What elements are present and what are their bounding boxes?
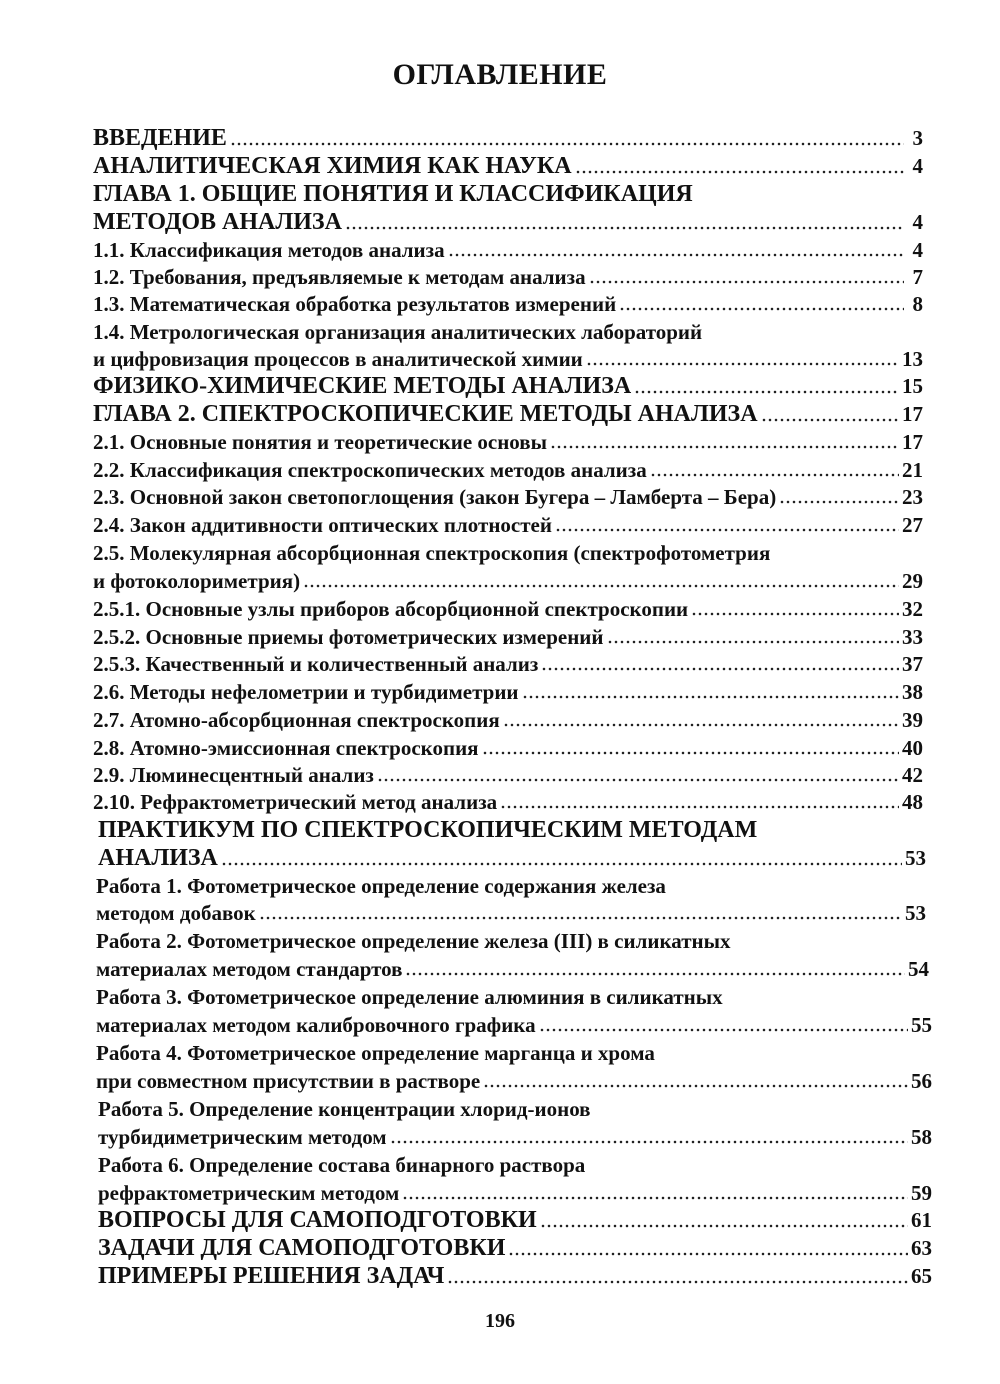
leader-dots — [447, 1280, 908, 1284]
toc-entry-page: 27 — [902, 513, 923, 537]
leader-dots — [589, 280, 904, 284]
leader-dots — [259, 916, 902, 920]
leader-dots — [619, 307, 904, 311]
toc-entry[interactable] — [93, 291, 923, 317]
toc-entry-first-line: Работа 3. Фотометрическое определение алюминия в силикатных — [96, 985, 723, 1009]
toc-entry-title: ФИЗИКО-ХИМИЧЕСКИЕ МЕТОДЫ АНАЛИЗА — [93, 373, 632, 399]
toc-entry-title: методом добавок — [96, 901, 256, 925]
toc-entry-title: 2.6. Методы нефелометрии и турбидиметрии — [93, 680, 519, 704]
toc-entry-title: ЗАДАЧИ ДЛЯ САМОПОДГОТОВКИ — [98, 1235, 506, 1261]
toc-entry-page: 29 — [902, 569, 923, 593]
toc-entry[interactable] — [98, 1180, 932, 1206]
toc-entry-title: 2.5.1. Основные узлы приборов абсорбционной спектроскопии — [93, 597, 689, 621]
toc-entry-title: 2.5.3. Качественный и количественный анализ — [93, 652, 539, 676]
leader-dots — [230, 142, 904, 146]
toc-entry-page: 39 — [902, 708, 923, 732]
toc-entry-title: при совместном присутствии в растворе — [96, 1069, 481, 1093]
toc-entry-title: 2.5.2. Основные приемы фотометрических измерений — [93, 625, 604, 649]
toc-entry[interactable] — [96, 956, 929, 982]
toc-entry-first-line: 2.5. Молекулярная абсорбционная спектроскопия (спектрофотометрия — [93, 541, 771, 565]
toc-entry-page: 38 — [902, 680, 923, 704]
leader-dots — [607, 640, 899, 644]
toc-entry-page: 4 — [912, 154, 923, 178]
toc-entry-page: 56 — [911, 1069, 932, 1093]
toc-entry[interactable] — [93, 707, 923, 733]
toc-entry-page: 8 — [912, 292, 923, 316]
leader-dots — [550, 445, 899, 449]
toc-entry-first-line: Работа 2. Фотометрическое определение железа (III) в силикатных — [96, 929, 731, 953]
leader-dots — [221, 862, 902, 866]
toc-entry[interactable] — [93, 346, 923, 372]
toc-entry-page: 55 — [911, 1013, 932, 1037]
toc-entry[interactable] — [93, 124, 923, 152]
toc-entry[interactable] — [93, 679, 923, 705]
toc-entry-first-line: Работа 5. Определение концентрации хлорид-ионов — [98, 1097, 591, 1121]
leader-dots — [522, 695, 899, 699]
toc-entry-title: 2.9. Люминесцентный анализ — [93, 763, 374, 787]
toc-entry-page: 37 — [902, 652, 923, 676]
toc-entry-page: 59 — [911, 1181, 932, 1205]
toc-entry[interactable] — [93, 789, 923, 815]
toc-entry-title: 2.8. Атомно-эмиссионная спектроскопия — [93, 736, 479, 760]
page-number: 196 — [485, 1310, 515, 1332]
toc-entry-title: 2.3. Основной закон светопоглощения (закон Бугера – Ламберта – Бера) — [93, 485, 777, 509]
leader-dots — [402, 1196, 908, 1200]
toc-entry-title: 2.4. Закон аддитивности оптических плотностей — [93, 513, 552, 537]
toc-entry-page: 48 — [902, 790, 923, 814]
toc-entry-first-line: 1.4. Метрологическая организация аналитических лабораторий — [93, 320, 703, 344]
toc-entry[interactable] — [93, 735, 923, 761]
toc-entry[interactable] — [96, 1068, 932, 1094]
leader-dots — [500, 805, 899, 809]
toc-entry-page: 58 — [911, 1125, 932, 1149]
toc-entry[interactable] — [98, 1124, 932, 1150]
leader-dots — [303, 584, 899, 588]
toc-entry[interactable] — [93, 568, 923, 594]
toc-entry[interactable] — [98, 1206, 932, 1234]
toc-entry-page: 33 — [902, 625, 923, 649]
toc-entry-first-line: ПРАКТИКУМ ПО СПЕКТРОСКОПИЧЕСКИМ МЕТОДАМ — [98, 817, 758, 843]
leader-dots — [541, 667, 899, 671]
toc-entry[interactable] — [93, 152, 923, 180]
toc-entry[interactable] — [93, 762, 923, 788]
toc-entry[interactable] — [93, 208, 923, 236]
toc-entry-title: 1.1. Классификация методов анализа — [93, 238, 445, 262]
toc-entry[interactable] — [96, 1012, 932, 1038]
toc-entry-title: МЕТОДОВ АНАЛИЗА — [93, 209, 342, 235]
toc-entry-page: 53 — [905, 846, 926, 870]
toc-entry[interactable] — [93, 624, 923, 650]
leader-dots — [555, 528, 899, 532]
toc-entry-page: 53 — [905, 901, 926, 925]
toc-entry-first-line: ГЛАВА 1. ОБЩИЕ ПОНЯТИЯ И КЛАССИФИКАЦИЯ — [93, 181, 693, 207]
toc-entry-title: и цифровизация процессов в аналитической химии — [93, 347, 583, 371]
leader-dots — [503, 723, 899, 727]
toc-entry-page: 7 — [912, 265, 923, 289]
leader-dots — [377, 778, 899, 782]
toc-entry-first-line: Работа 1. Фотометрическое определение содержания железа — [96, 874, 666, 898]
toc-entry[interactable] — [93, 237, 923, 263]
leader-dots — [405, 972, 905, 976]
toc-entry-title: ВОПРОСЫ ДЛЯ САМОПОДГОТОВКИ — [98, 1207, 537, 1233]
toc-entry-title: материалах методом калибровочного графика — [96, 1013, 536, 1037]
toc-entry-title: 2.10. Рефрактометрический метод анализа — [93, 790, 498, 814]
toc-entry[interactable] — [93, 512, 923, 538]
leader-dots — [482, 751, 899, 755]
toc-entry-first-line: Работа 4. Фотометрическое определение марганца и хрома — [96, 1041, 655, 1065]
toc-entry-page: 15 — [902, 374, 923, 398]
toc-entry-title: 2.7. Атомно-абсорбционная спектроскопия — [93, 708, 500, 732]
toc-entry-page: 21 — [902, 458, 923, 482]
toc-entry-title: рефрактометрическим методом — [98, 1181, 400, 1205]
toc-entry[interactable] — [93, 264, 923, 290]
page-title: ОГЛАВЛЕНИЕ — [392, 58, 608, 91]
toc-entry-page: 65 — [911, 1264, 932, 1288]
toc-entry-page: 32 — [902, 597, 923, 621]
leader-dots — [390, 1140, 908, 1144]
toc-entry[interactable] — [93, 457, 923, 483]
leader-dots — [691, 612, 899, 616]
leader-dots — [586, 362, 899, 366]
toc-entry-page: 23 — [902, 485, 923, 509]
toc-entry[interactable] — [93, 429, 923, 455]
toc-entry-title: 2.2. Классификация спектроскопических методов анализа — [93, 458, 647, 482]
leader-dots — [634, 390, 899, 394]
leader-dots — [508, 1252, 908, 1256]
toc-entry[interactable] — [93, 372, 923, 400]
toc-entry-page: 3 — [912, 126, 923, 150]
leader-dots — [448, 253, 904, 257]
toc-entry-title: АНАЛИЗА — [98, 845, 218, 871]
toc-entry-page: 63 — [911, 1236, 932, 1260]
leader-dots — [575, 170, 904, 174]
leader-dots — [650, 473, 899, 477]
toc-entry-title: и фотоколориметрия) — [93, 569, 301, 593]
toc-entry-title: материалах методом стандартов — [96, 957, 403, 981]
toc-entry-title: 1.3. Математическая обработка результатов измерений — [93, 292, 617, 316]
toc-entry[interactable] — [96, 900, 926, 926]
toc-entry-page: 61 — [911, 1208, 932, 1232]
toc-entry[interactable] — [93, 400, 923, 428]
toc-entry[interactable] — [98, 1262, 932, 1290]
toc-entry[interactable] — [98, 1234, 932, 1262]
toc-entry-page: 4 — [912, 210, 923, 234]
toc-entry-page: 4 — [912, 238, 923, 262]
toc-entry-first-line: Работа 6. Определение состава бинарного раствора — [98, 1153, 586, 1177]
leader-dots — [483, 1084, 908, 1088]
toc-entry-title: ВВЕДЕНИЕ — [93, 125, 227, 151]
toc-entry[interactable] — [93, 596, 923, 622]
toc-entry-page: 13 — [902, 347, 923, 371]
toc-entry-page: 54 — [908, 957, 929, 981]
toc-entry[interactable] — [98, 844, 926, 872]
leader-dots — [539, 1028, 908, 1032]
leader-dots — [540, 1224, 908, 1228]
toc-entry-page: 17 — [902, 430, 923, 454]
toc-entry-page: 17 — [902, 402, 923, 426]
toc-entry-page: 42 — [902, 763, 923, 787]
leader-dots — [779, 500, 899, 504]
toc-entry-title: турбидиметрическим методом — [98, 1125, 387, 1149]
toc-entry-page: 40 — [902, 736, 923, 760]
leader-dots — [345, 226, 904, 230]
leader-dots — [761, 418, 899, 422]
toc-entry[interactable] — [93, 651, 923, 677]
toc-entry[interactable] — [93, 484, 923, 510]
toc-entry-title: 2.1. Основные понятия и теоретические основы — [93, 430, 548, 454]
toc-entry-title: АНАЛИТИЧЕСКАЯ ХИМИЯ КАК НАУКА — [93, 153, 572, 179]
toc-entry-title: ГЛАВА 2. СПЕКТРОСКОПИЧЕСКИЕ МЕТОДЫ АНАЛИЗА — [93, 401, 758, 427]
toc-entry-title: ПРИМЕРЫ РЕШЕНИЯ ЗАДАЧ — [98, 1263, 445, 1289]
toc-entry-title: 1.2. Требования, предъявляемые к методам анализа — [93, 265, 586, 289]
